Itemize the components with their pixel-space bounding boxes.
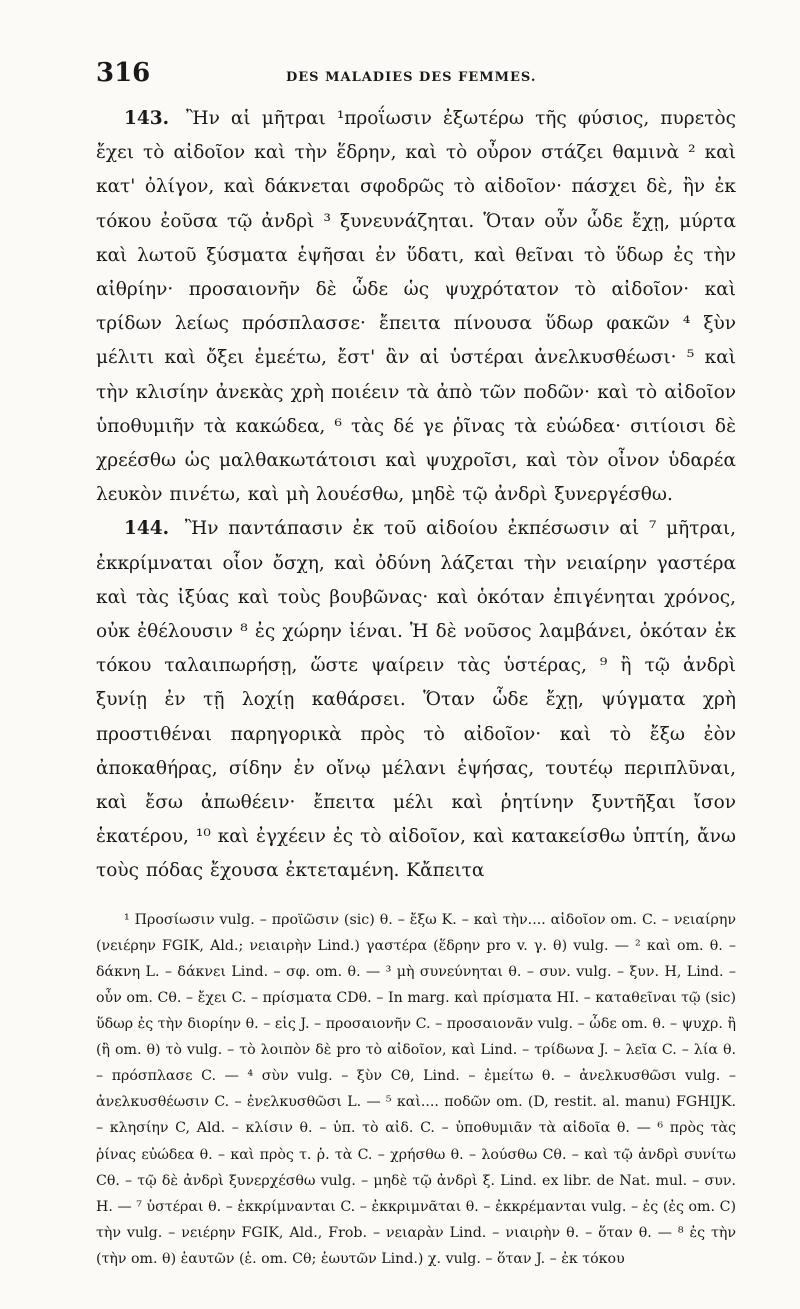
- footnote-apparatus: ¹ Προσίωσιν vulg. – προϊῶσιν (sic) θ. – ἔξω K. – καὶ τὴν.... αἰδοῖον om. C. – νειαίρην (νειέρην FGIK, Ald.; νειαιρὴν Lind.) γαστέρα (ἕδρην pro v. γ. θ) vulg. — ² καὶ om. θ. – δάκνη L. – δάκνει Lind. – σφ. om. θ. — ³ μὴ συνεύνηται θ. – συν. vulg. – ξυν. H, Lind. – οὖν om. Cθ. – ἔχει C. – πρίσματα CDθ. – In marg. καὶ πρίσματα HI. – καταθεῖναι τῷ (sic) ὕδωρ ἐς τὴν διορίην θ. – εἰς J. – προσαιονῆν C. – προσαιονᾶν vulg. – ὧδε om. θ. – ψυχρ. ἢ (ἢ om. θ) τὸ vulg. – τὸ λοιπὸν δὲ pro τὸ αἰδοῖον, καὶ Lind. – τρίδωνα J. – λεῖα C. – λία θ. – πρόσπλασε C. — ⁴ σὺν vulg. – ξὺν Cθ, Lind. – ἐμείτω θ. – ἀνελκυσθῶσι vulg. – ἀνελκυσθέωσιν C. – ἐνελκυσθῶσι L. — ⁵ καὶ.... ποδῶν om. (D, restit. al. manu) FGHIJK. – κλησίην C, Ald. – κλίσιν θ. – ὑπ. τὸ αἰδ. C. – ὑποθυμιᾶν τὰ αἰδοῖα θ. — ⁶ πρὸς τὰς ῥίνας εὐώδεα θ. – καὶ πρὸς τ. ῥ. τὰ C. – χρήσθω θ. – λούσθω Cθ. – καὶ τῷ ἀνδρὶ συνίτω Cθ. – τῷ δὲ ἀνδρὶ ξυνερχέσθω vulg. – μηδὲ τῷ ἀνδρὶ ξ. Lind. ex libr. de Nat. mul. – συν. H. — ⁷ ὑστέραι θ. – ἐκκρίμνανται C. – ἐκκριμνᾶται θ. – ἐκκρέμανται vulg. – ἐς (ἐς om. C) τὴν vulg. – νειέρην FGIK, Ald., Frob. – νειαρὰν Lind. – νιαιρὴν θ. – ὅταν θ. — ⁸ ἐς τὴν (τὴν om. θ) ἑαυτῶν (ἑ. om. Cθ; ἑωυτῶν Lind.) χ. vulg. – ὅταν J. – ἐκ τόκου: [96, 911, 736, 1267]
- section-text: Ἢν παντάπασιν ἐκ τοῦ αἰδοίου ἐκπέσωσιν αἱ ⁷ μῆτραι, ἐκκρίμναται οἷον ὄσχη, καὶ ὀδύνη λάζεται τὴν νειαίρην γαστέρα καὶ τὰς ἰξύας καὶ τοὺς βουβῶνας· καὶ ὁκόταν ἐπιγένηται χρόνος, οὐκ ἐθέλουσιν ⁸ ἐς χώρην ἰέναι. Ἡ δὲ νοῦσος λαμβάνει, ὁκόταν ἐκ τόκου ταλαιπωρήσῃ, ὥστε ψαίρειν τὰς ὑστέρας, ⁹ ἢ τῷ ἀνδρὶ ξυνίῃ ἐν τῇ λοχίῃ καθάρσει. Ὅταν ὧδε ἔχῃ, ψύγματα χρὴ προστιθέναι παρηγορικὰ πρὸς τὸ αἰδοῖον· καὶ τὸ ἔξω ἐὸν ἀποκαθήρας, σίδην ἐν οἴνῳ μέλανι ἑψήσας, τουτέῳ περιπλῦναι, καὶ ἔσω ἀπωθέειν· ἔπειτα μέλι καὶ ῥητίνην ξυντῆξαι ἴσον ἑκατέρου, ¹⁰ καὶ ἐγχέειν ἐς τὸ αἰδοῖον, καὶ κατακείσθω ὑπτίη, ἄνω τοὺς πόδας ἔχουσα ἐκτεταμένη. Κἄπειτα: [96, 518, 736, 882]
- section-144: [96, 512, 736, 888]
- footnotes: [96, 907, 736, 1272]
- running-head: DES MALADIES DES FEMMES.: [286, 70, 537, 85]
- page-header: [96, 58, 736, 98]
- page-number: 316: [96, 58, 151, 88]
- section-143: [96, 102, 736, 512]
- main-text: [96, 102, 736, 889]
- section-number: 144.: [124, 518, 170, 540]
- section-number: 143.: [124, 108, 170, 129]
- section-text: Ἢν αἱ μῆτραι ¹προΐωσιν ἐξωτέρω τῆς φύσιος, πυρετὸς ἔχει τὸ αἰδοῖον καὶ τὴν ἕδρην, καὶ τὸ οὖρον στάζει θαμινὰ ² καὶ κατ' ὀλίγον, καὶ δάκνεται σφοδρῶς τὸ αἰδοῖον· πάσχει δὲ, ἢν ἐκ τόκου ἐοῦσα τῷ ἀνδρὶ ³ ξυνευνάζηται. Ὅταν οὖν ὧδε ἔχῃ, μύρτα καὶ λωτοῦ ξύσματα ἑψῆσαι ἐν ὕδατι, καὶ θεῖναι τὸ ὕδωρ ἐς τὴν αἰθρίην· προσαιονῆν δὲ ὧδε ὡς ψυχρότατον τὸ αἰδοῖον· καὶ τρίδων λείως πρόσπλασσε· ἔπειτα πίνουσα ὕδωρ φακῶν ⁴ ξὺν μέλιτι καὶ ὄξει ἐμεέτω, ἔστ' ἂν αἱ ὑστέραι ἀνελκυσθέωσι· ⁵ καὶ τὴν κλισίην ἀνεκὰς χρὴ ποιέειν τὰ ἀπὸ τῶν ποδῶν· καὶ τὸ αἰδοῖον ὑποθυμιῆν τὰ κακώδεα, ⁶ τὰς δέ γε ῥῖνας τὰ εὐώδεα· σιτίοισι δὲ χρεέσθω ὡς μαλθακωτάτοισι καὶ ψυχροῖσι, καὶ τὸν οἶνον ὑδαρέα λευκὸν πινέτω, καὶ μὴ λουέσθω, μηδὲ τῷ ἀνδρὶ ξυνεργέσθω.: [96, 108, 736, 506]
